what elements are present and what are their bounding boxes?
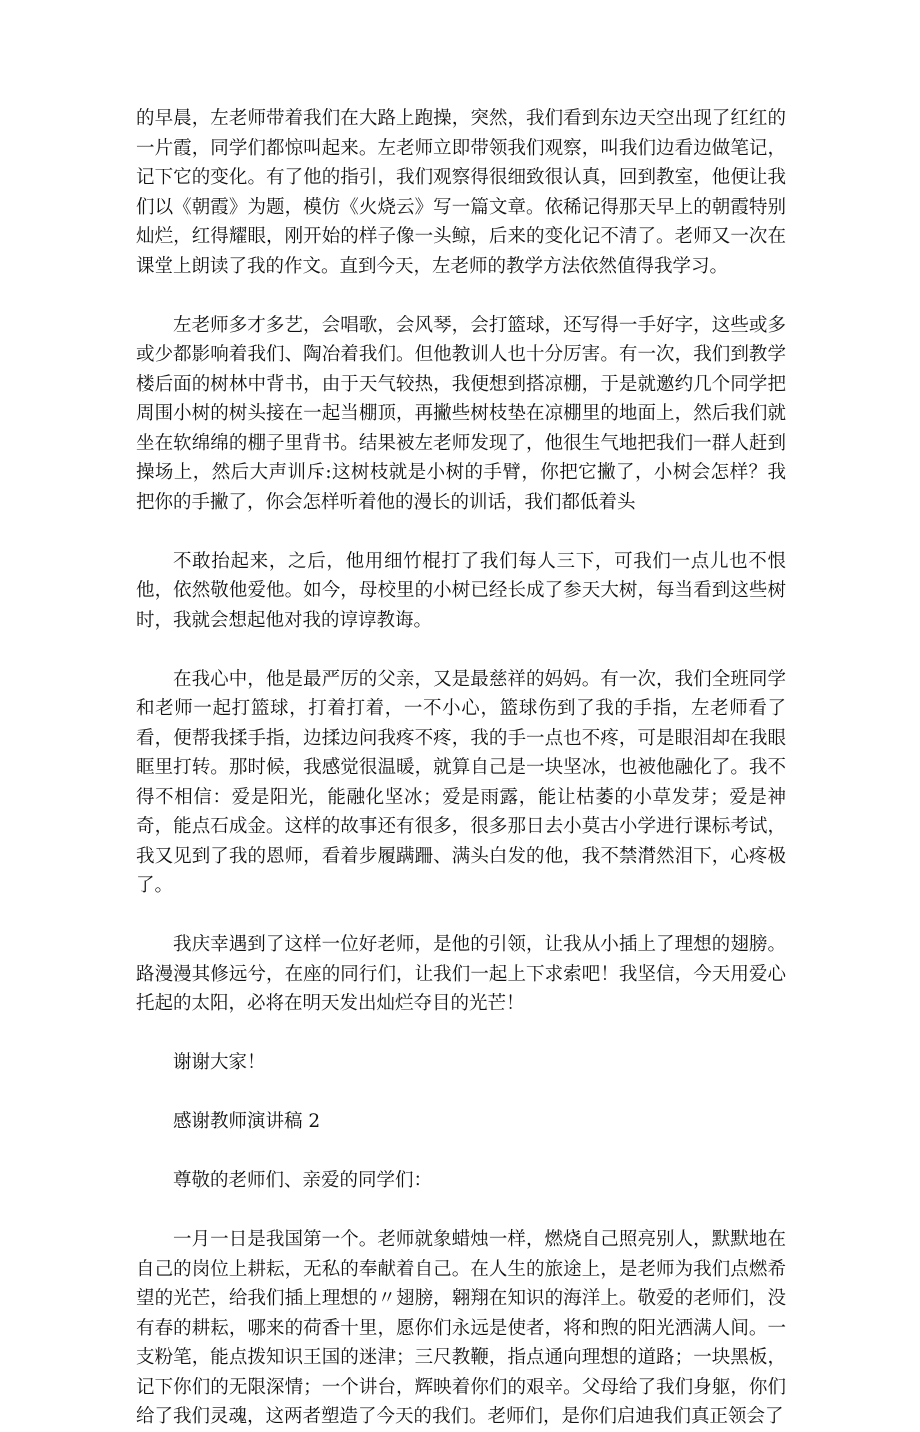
paragraph-thanks: 谢谢大家！ <box>173 1052 266 1073</box>
document-body <box>136 104 786 1432</box>
paragraph-punishment: 不敢抬起来，之后，他用细竹棍打了我们每人三下，可我们一点儿也不恨他，依然敬他爱他。如今，母校里的小树已经长成了参天大树，每当看到这些树时，我就会想起他对我的谆谆教诲。 <box>136 550 786 631</box>
speech-title: 感谢教师演讲稿 2 <box>173 1111 321 1132</box>
speech-salutation: 尊敬的老师们、亲爱的同学们： <box>173 1170 433 1191</box>
paragraph-talented-teacher: 左老师多才多艺，会唱歌，会风琴，会打篮球，还写得一手好字，这些或多或少都影响着我们、陶冶着我们。但他教训人也十分厉害。有一次，我们到教学楼后面的树林中背书，由于天气较热，我便想到搭凉棚，于是就邀约几个同学把周围小树的树头接在一起当棚顶，再撇些树枝垫在凉棚里的地面上，然后我们就坐在软绵绵的棚子里背书。结果被左老师发现了，他很生气地把我们一群人赶到操场上，然后大声训斥:这树枝就是小树的手臂，你把它撇了，小树会怎样？我把你的手撇了，你会怎样听着他的漫长的训话，我们都低着头 <box>136 314 786 513</box>
paragraph-basketball: 在我心中，他是最严厉的父亲，又是最慈祥的妈妈。有一次，我们全班同学和老师一起打篮球，打着打着，一不小心，篮球伤到了我的手指，左老师看了看，便帮我揉手指，边揉边问我疼不疼，我的手一点也不疼，可是眼泪却在我眼眶里打转。那时候，我感觉很温暖，就算自己是一块坚冰，也被他融化了。我不得不相信：爱是阳光，能融化坚冰；爱是雨露，能让枯萎的小草发芽；爱是神奇，能点石成金。这样的故事还有很多，很多那日去小莫古小学进行课标考试，我又见到了我的恩师，看着步履蹒跚、满头白发的他，我不禁潸然泪下，心疼极了。 <box>136 668 786 896</box>
paragraph-morning-glow: 的早晨，左老师带着我们在大路上跑操，突然，我们看到东边天空出现了红红的一片霞，同学们都惊叫起来。左老师立即带领我们观察，叫我们边看边做笔记，记下它的变化。有了他的指引，我们观察得很细致很认真，回到教室，他便让我们以《朝霞》为题，模仿《火烧云》写一篇文章。依稀记得那天早上的朝霞特别灿烂，红得耀眼，刚开始的样子像一头鲸，后来的变化记不清了。老师又一次在课堂上朗读了我的作文。直到今天，左老师的教学方法依然值得我学习。 <box>136 108 786 277</box>
paragraph-gratitude: 我庆幸遇到了这样一位好老师，是他的引领，让我从小插上了理想的翅膀。路漫漫其修远兮，在座的同行们，让我们一起上下求索吧！我坚信，今天用爱心托起的太阳，必将在明天发出灿烂夺目的光芒！ <box>136 934 786 1014</box>
paragraph-teachers-day: 一月一日是我国第一个。老师就象蜡烛一样，燃烧自己照亮别人，默默地在自己的岗位上耕耘，无私的奉献着自己。在人生的旅途上，是老师为我们点燃希望的光芒，给我们插上理想的〃翅膀，翱翔在知识的海洋上。敬爱的老师们，没有春的耕耘，哪来的荷香十里，愿你们永远是使者，将和煦的阳光洒满人间。一支粉笔，能点拨知识王国的迷津；三尺教鞭，指点通向理想的道路；一块黑板，记下你们的无限深情；一个讲台，辉映着你们的艰辛。父母给了我们身躯，你们给了我们灵魂，这两者塑造了今天的我们。老师们，是你们启迪我们真正领会了 <box>136 1229 786 1427</box>
